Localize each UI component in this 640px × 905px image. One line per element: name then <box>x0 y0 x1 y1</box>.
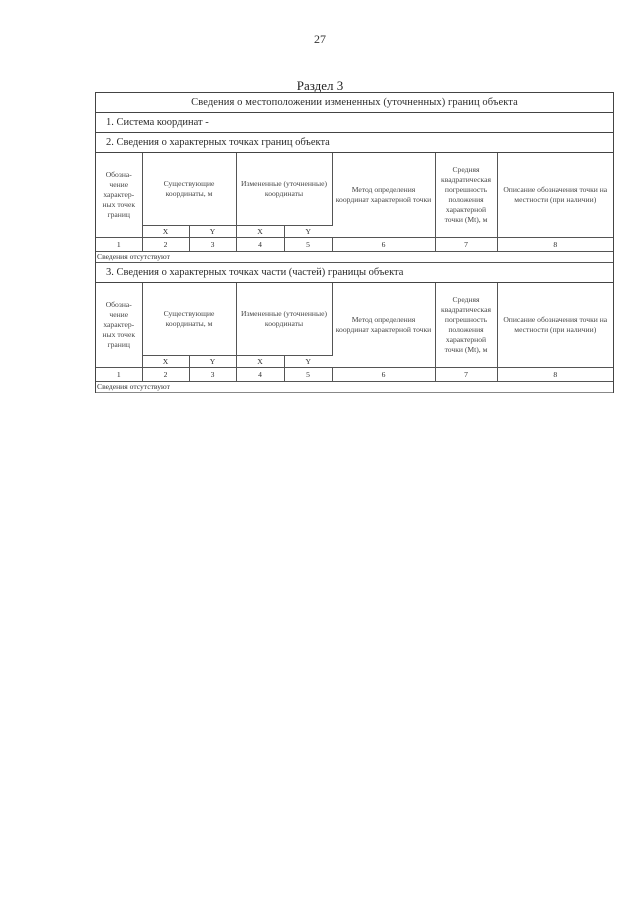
table1-sub-x-existing: X <box>142 226 189 238</box>
section-title: Раздел 3 <box>296 78 344 93</box>
table1-sub-y-changed: Y <box>284 226 332 238</box>
table1-header-existing: Существующие координаты, м <box>142 153 236 226</box>
table1-header-changed: Измененные (уточненные) координаты <box>236 153 332 226</box>
table2-col-num: 8 <box>497 368 613 382</box>
coordinate-system-row: 1. Система координат - <box>96 113 613 133</box>
table2-column-numbers <box>96 368 613 382</box>
page-number: 27 <box>314 32 326 46</box>
table1-col-num: 2 <box>142 238 189 252</box>
table1-sub-x-changed: X <box>236 226 284 238</box>
table2-col-num: 4 <box>236 368 284 382</box>
table1-header-row <box>96 153 613 226</box>
table2-sub-x-changed: X <box>236 356 284 368</box>
table1-col-num: 8 <box>497 238 613 252</box>
table2-col-num: 3 <box>189 368 236 382</box>
table1-col-num: 1 <box>96 238 142 252</box>
boundary-form <box>95 92 614 393</box>
table2-header-description: Описание обозначения точки на местности (при наличии) <box>497 283 613 368</box>
table1-col-num: 4 <box>236 238 284 252</box>
table2-col-num: 7 <box>435 368 497 382</box>
table1 <box>96 153 613 252</box>
table2-col-num: 2 <box>142 368 189 382</box>
table1-title: 2. Сведения о характерных точках границ объекта <box>96 133 613 153</box>
table1-col-num: 5 <box>284 238 332 252</box>
table2-title: 3. Сведения о характерных точках части (частей) границы объекта <box>96 263 613 283</box>
table1-absent-note: Сведения отсутствуют <box>96 252 613 263</box>
table2-header-designation: Обозна-чение характер-ных точек границ <box>96 283 142 368</box>
table2-sub-y-existing: Y <box>189 356 236 368</box>
table1-col-num: 3 <box>189 238 236 252</box>
table2 <box>96 283 613 382</box>
table2-header-method: Метод определения координат характерной точки <box>332 283 435 368</box>
table1-sub-y-existing: Y <box>189 226 236 238</box>
table1-header-description: Описание обозначения точки на местности (при наличии) <box>497 153 613 238</box>
table2-sub-y-changed: Y <box>284 356 332 368</box>
table2-header-existing: Существующие координаты, м <box>142 283 236 356</box>
table1-col-num: 7 <box>435 238 497 252</box>
table1-header-mean-error: Средняя квадратическая погрешность положения характерной точки (Mt), м <box>435 153 497 238</box>
table1-header-designation: Обозна-чение характер-ных точек границ <box>96 153 142 238</box>
table2-absent-note: Сведения отсутствуют <box>96 382 613 393</box>
table2-col-num: 5 <box>284 368 332 382</box>
table2-header-changed: Измененные (уточненные) координаты <box>236 283 332 356</box>
table2-col-num: 1 <box>96 368 142 382</box>
table1-col-num: 6 <box>332 238 435 252</box>
table2-sub-x-existing: X <box>142 356 189 368</box>
table1-header-method: Метод определения координат характерной точки <box>332 153 435 238</box>
table1-column-numbers <box>96 238 613 252</box>
form-banner: Сведения о местоположении измененных (уточненных) границ объекта <box>96 92 613 113</box>
table2-header-row <box>96 283 613 356</box>
table2-header-mean-error: Средняя квадратическая погрешность положения характерной точки (Mt), м <box>435 283 497 368</box>
table2-col-num: 6 <box>332 368 435 382</box>
